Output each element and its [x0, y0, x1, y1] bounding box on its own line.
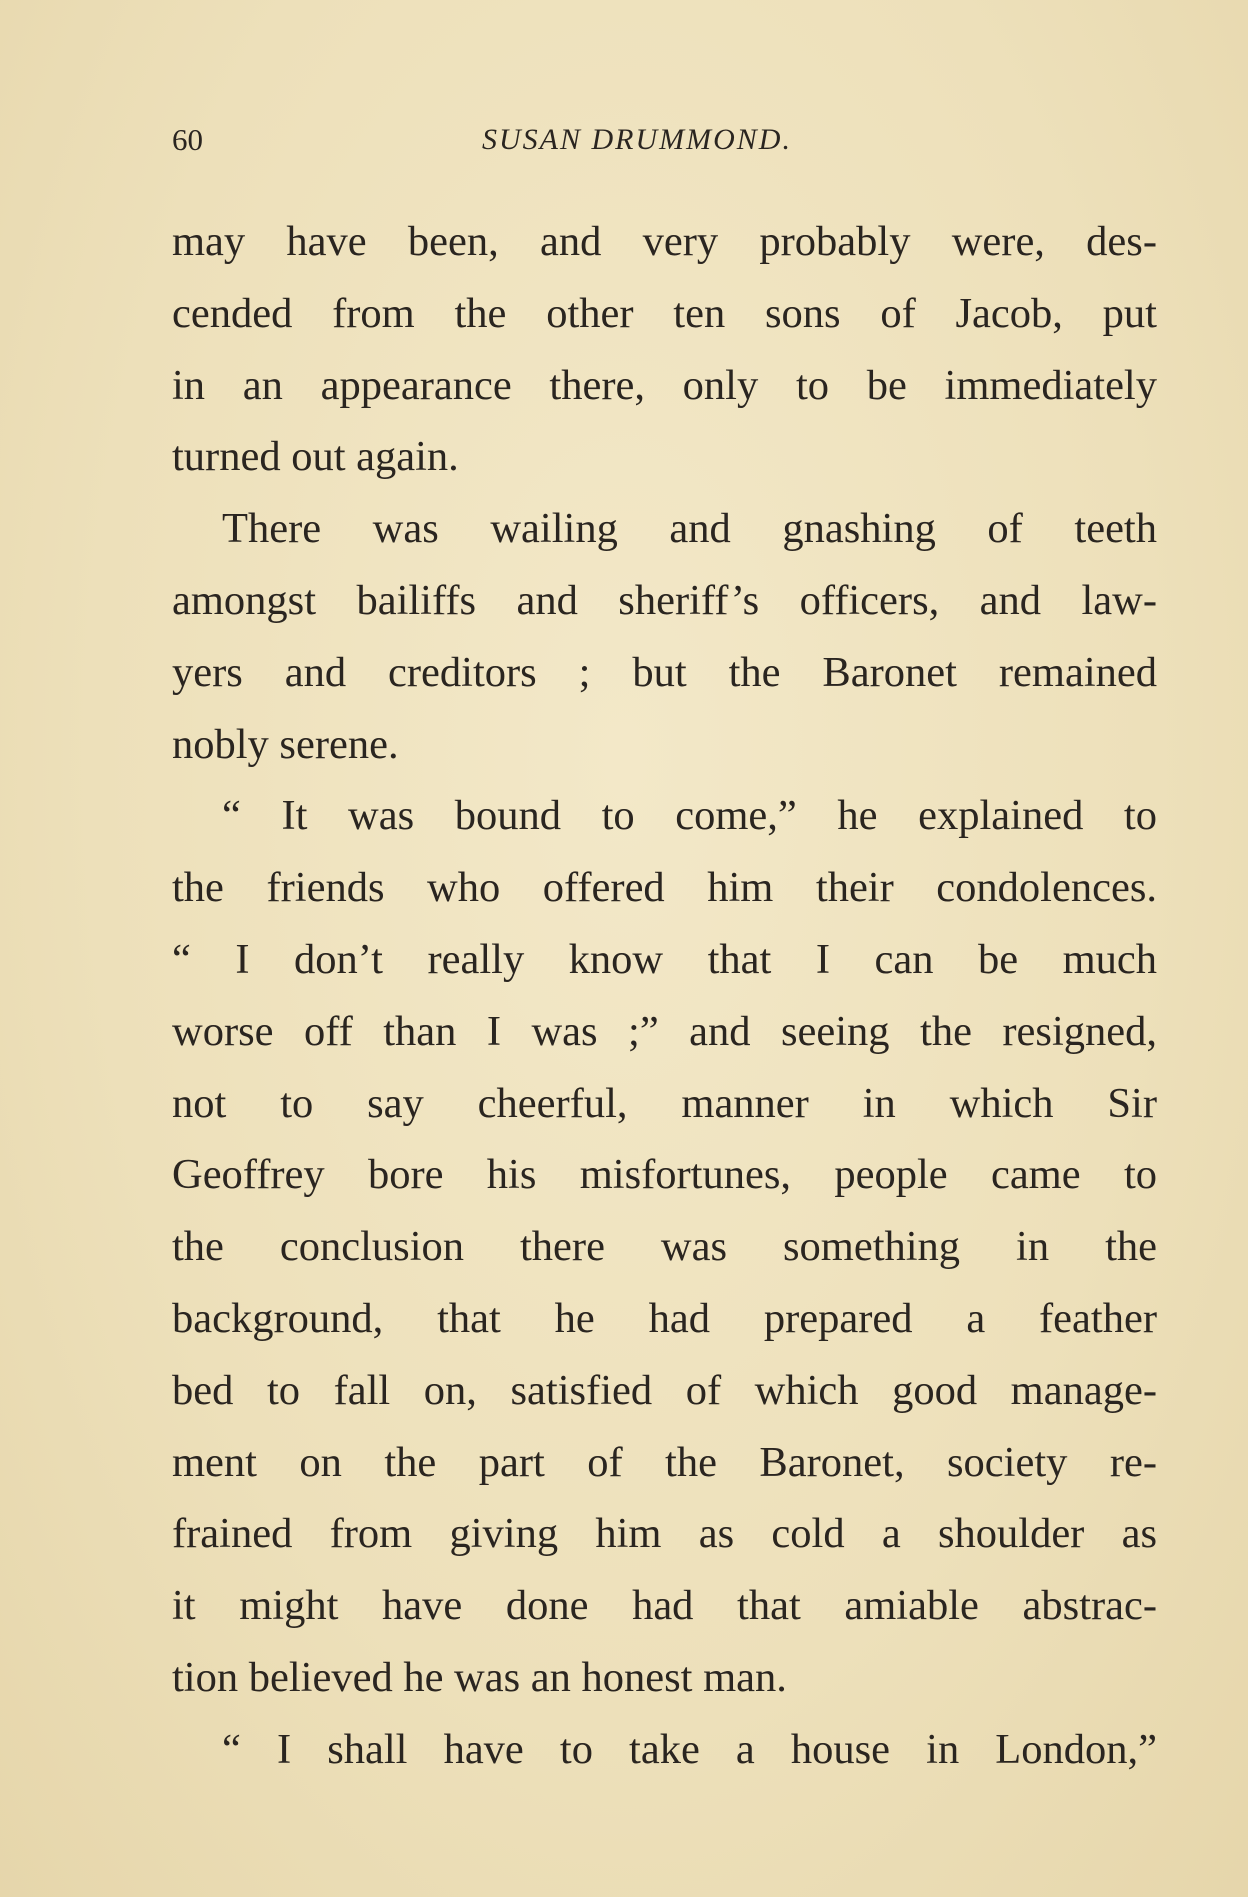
text-line: tion believed he was an honest man. — [172, 1653, 787, 1701]
text-line: it might have done had that amiable abstrac- — [172, 1582, 1157, 1630]
text-line: may have been, and very probably were, des- — [172, 218, 1157, 265]
text-line: amongst bailiffs and sheriff’s officers, and law- — [172, 576, 1157, 624]
text-line: the friends who offered him their condolences. — [172, 864, 1157, 912]
text-line: not to say cheerful, manner in which Sir — [172, 1079, 1157, 1127]
body-text — [172, 206, 1157, 1786]
text-line: bed to fall on, satisfied of which good manage- — [172, 1366, 1157, 1414]
page-number: 60 — [172, 122, 203, 157]
text-line: turned out again. — [172, 433, 459, 481]
text-line: yers and creditors ; but the Baronet remained — [172, 648, 1157, 696]
running-head — [172, 120, 1157, 160]
text-line: cended from the other ten sons of Jacob, put — [172, 289, 1157, 337]
text-line: ment on the part of the Baronet, society re- — [172, 1438, 1157, 1486]
text-line: “ It was bound to come,” he explained to — [222, 792, 1157, 840]
text-line: frained from giving him as cold a shoulder as — [172, 1510, 1157, 1558]
text-line: worse off than I was ;” and seeing the resigned, — [172, 1007, 1157, 1055]
text-line: “ I don’t really know that I can be much — [172, 935, 1157, 983]
text-line: Geoffrey bore his misfortunes, people came to — [172, 1151, 1157, 1199]
text-line: the conclusion there was something in the — [172, 1223, 1157, 1271]
text-line: “ I shall have to take a house in London,” — [222, 1725, 1157, 1773]
text-line: There was wailing and gnashing of teeth — [222, 505, 1157, 553]
text-line: nobly serene. — [172, 720, 399, 768]
running-title: SUSAN DRUMMOND. — [482, 123, 792, 156]
text-line: in an appearance there, only to be immediately — [172, 361, 1157, 409]
text-line: background, that he had prepared a feather — [172, 1294, 1157, 1342]
